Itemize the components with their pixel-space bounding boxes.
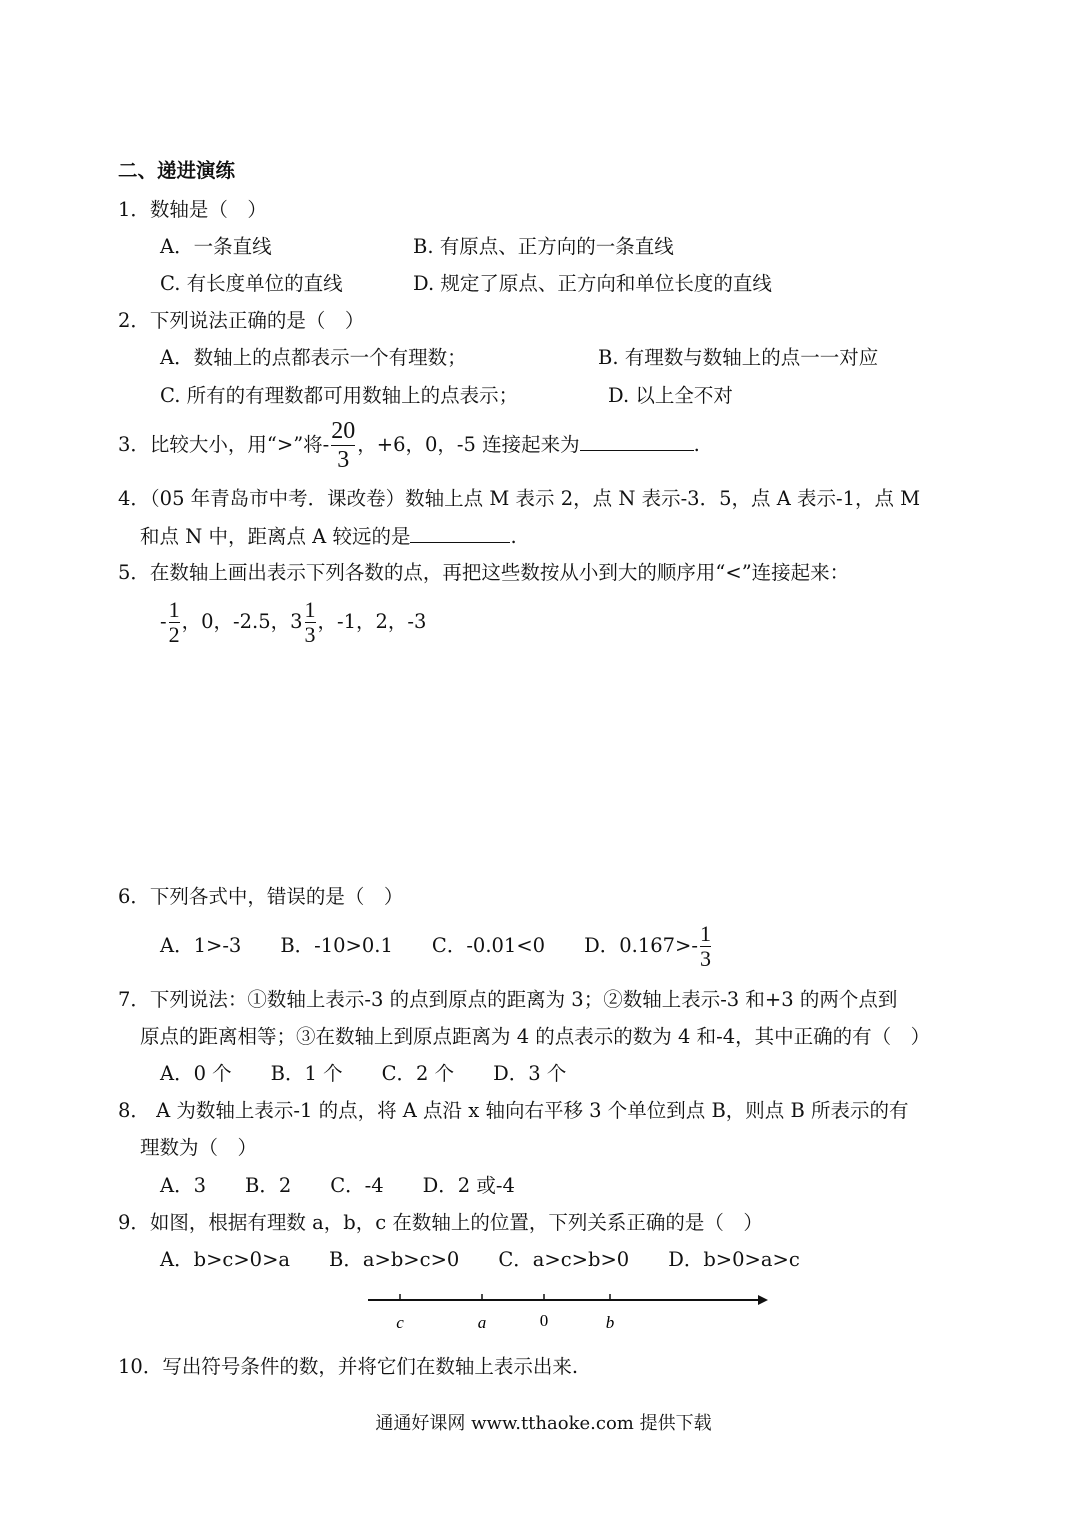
q6-fraction [700,922,711,971]
q1-option-b: B. 有原点、正方向的一条直线 [413,235,674,258]
q2-option-d: D. 以上全不对 [608,384,733,407]
label-b: b [605,1313,615,1332]
q7-line2: 原点的距离相等；③在数轴上到原点距离为 4 的点表示的数为 4 和-4，其中正确的有（ ） [140,1025,931,1048]
q2-option-b: B. 有理数与数轴上的点一一对应 [598,346,879,369]
q1-stem: 1．数轴是（ ） [118,198,267,221]
q5-f2-num: 1 [304,597,316,622]
q5-f2-den: 3 [304,622,316,647]
q9-options: A．b>c>0>a B．a>b>c>0 C．a>c>b>0 D．b>0>a>c [160,1248,800,1271]
q6-frac-num: 1 [699,921,711,946]
q3-frac-num: 20 [331,418,356,444]
q5-tail: ，-1，2，-3 [317,610,427,633]
q5-fraction-third [305,598,316,647]
label-zero: 0 [539,1311,549,1330]
q8-line1: 8． A 为数轴上表示-1 的点，将 A 点沿 x 轴向右平移 3 个单位到点 B，则点 B 所表示的有 [118,1099,909,1122]
q5-f1-num: 1 [168,597,180,622]
q4-line1: 4．（05 年青岛市中考．课改卷）数轴上点 M 表示 2，点 N 表示-3．5，点 A 表示-1，点 M [118,487,921,510]
q1-option-a: A．一条直线 [160,235,272,258]
q6-options [160,916,713,976]
q3-fraction [331,417,355,474]
q1-option-c: C. 有长度单位的直线 [160,272,343,295]
q9-number-line [360,1282,780,1342]
q3-post: ，+6，0，-5 连接起来为 [357,433,580,456]
q8-line2: 理数为（ ） [140,1136,258,1159]
q3-line [118,415,700,475]
q5-numbers [160,592,426,652]
q7-line1: 7．下列说法：①数轴上表示-3 的点到原点的距离为 3；②数轴上表示-3 和+3 的两个点到 [118,988,898,1011]
q4-line2-text: 和点 N 中，距离点 A 较远的是 [140,525,411,548]
q4-line2 [140,522,517,550]
q3-pre: 3．比较大小，用“>”将- [118,433,330,456]
q5-fraction-half [169,598,180,647]
label-c: c [396,1313,404,1332]
q1-option-d: D. 规定了原点、正方向和单位长度的直线 [413,272,772,295]
q5-stem: 5．在数轴上画出表示下列各数的点，再把这些数按从小到大的顺序用“<”连接起来： [118,561,850,584]
q9-stem: 9．如图，根据有理数 a，b，c 在数轴上的位置，下列关系正确的是（ ） [118,1211,763,1234]
q2-option-a: A．数轴上的点都表示一个有理数； [160,346,467,369]
q3-end: . [693,433,700,456]
q2-stem: 2．下列说法正确的是（ ） [118,309,365,332]
q3-answer-blank [580,430,694,451]
q10-stem: 10．写出符号条件的数，并将它们在数轴上表示出来. [118,1355,579,1378]
q5-f1-den: 2 [168,622,180,647]
page-footer: 通通好课网 www.tthaoke.com 提供下载 [375,1413,712,1434]
q2-option-c: C. 所有的有理数都可用数轴上的点表示； [160,384,519,407]
number-line-arrow [758,1295,768,1305]
q8-options: A．3 B．2 C．-4 D．2 或-4 [160,1174,515,1197]
q7-options: A．0 个 B．1 个 C．2 个 D．3 个 [160,1062,567,1085]
q4-end: . [510,525,517,548]
q5-minus: - [160,610,167,633]
q3-frac-den: 3 [331,445,355,474]
q6-stem: 6．下列各式中，错误的是（ ） [118,885,404,908]
label-a: a [477,1313,487,1332]
section-title: 二、递进演练 [118,159,236,182]
q6-frac-den: 3 [699,946,711,971]
q5-mid: ，0，-2.5，3 [181,610,303,633]
q4-answer-blank [410,522,510,543]
q6-options-text: A．1>-3 B．-10>0.1 C．-0.01<0 D．0.167>- [160,934,698,957]
